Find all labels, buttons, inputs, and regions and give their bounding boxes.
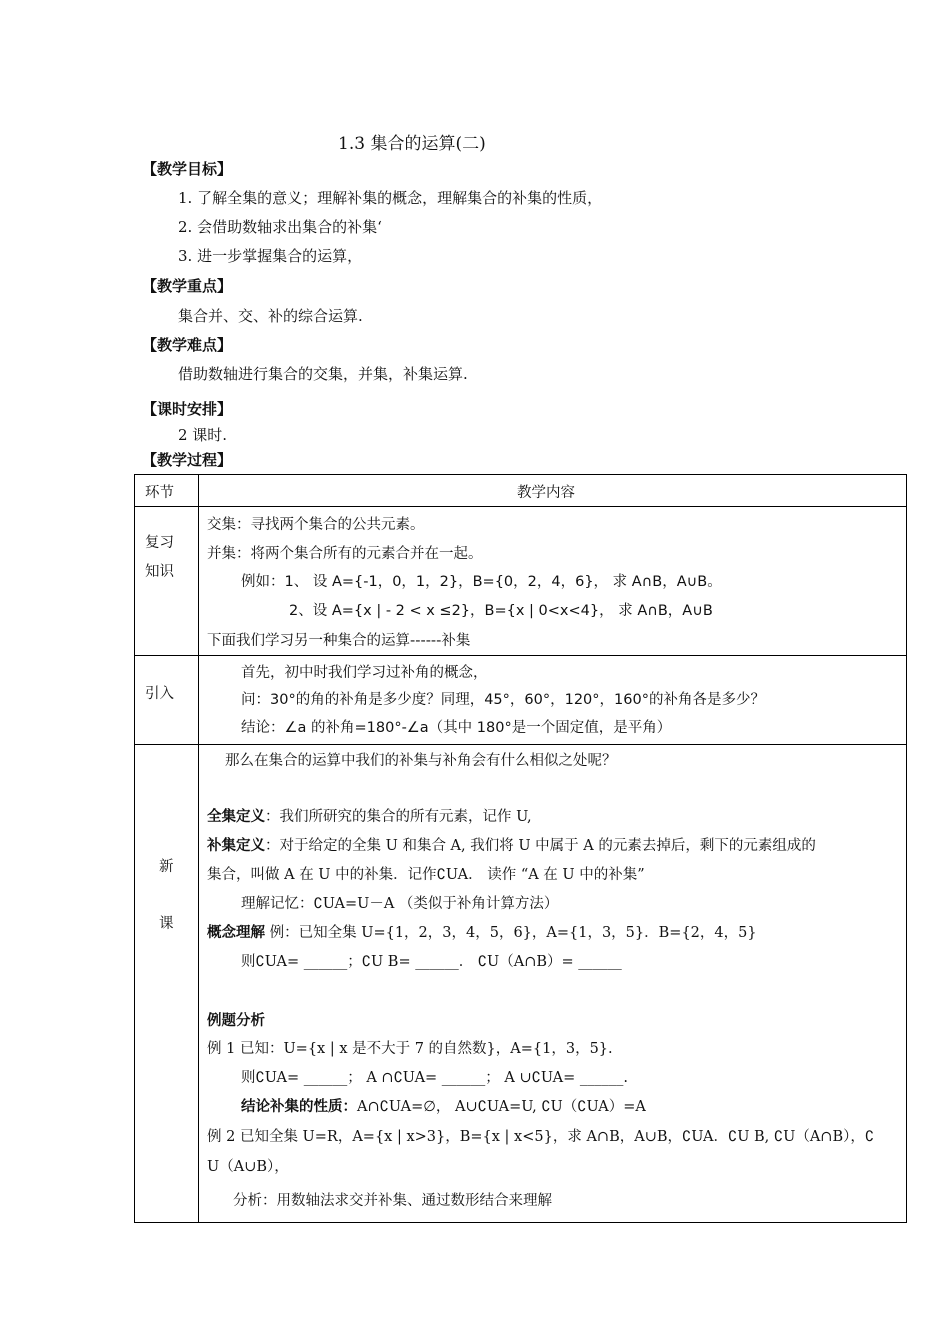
- review-label-1: 复习: [145, 535, 174, 551]
- schedule-header: 【课时安排】: [142, 400, 233, 418]
- property-line: [241, 1095, 646, 1116]
- example-1-ask: 则∁UA= ______； A ∩∁UA= ______； A ∪∁UA= ______.: [241, 1070, 628, 1086]
- intersection-line: [207, 513, 425, 534]
- universal-definition: [207, 805, 532, 826]
- review-label-cell: [135, 507, 199, 656]
- union-line: [207, 542, 483, 563]
- review-example-1: 例如：1、 设 A={-1，0，1，2}，B={0，2，4，6}， 求 A∩B，A∪B。: [241, 574, 722, 590]
- goal-item: 2. 会借助数轴求出集合的补集‘: [178, 218, 382, 236]
- new-lesson-content-cell: [199, 745, 907, 1223]
- difficulty-header: 【教学难点】: [142, 336, 233, 354]
- universal-label: 全集定义: [207, 809, 265, 825]
- complement-definition: [207, 834, 816, 855]
- key-text: 集合并、交、补的综合运算.: [178, 307, 363, 325]
- review-example-2: 2、设 A={x | - 2 < x ≤2}，B={x | 0<x<4}， 求 A∩B，A∪B: [289, 603, 713, 619]
- example-2-line-2: U（A∪B），: [207, 1159, 289, 1175]
- intersection-label: 交集：: [207, 517, 251, 533]
- example-1: 例 1 已知：U={x | x 是不大于 7 的自然数}，A={1，3，5}.: [207, 1041, 613, 1057]
- intro-line-2: 问：30°的角的补角是多少度？同理，45°，60°，120°，160°的补角各是多少？: [241, 692, 765, 708]
- universal-text: ：我们所研究的集合的所有元素，记作 U,: [265, 809, 532, 825]
- intro-line-1: 首先，初中时我们学习过补角的概念，: [241, 665, 488, 681]
- new-lesson-label-1: 新: [159, 859, 174, 875]
- property-text: A∩∁UA=∅， A∪∁UA=U, ∁U（∁UA）=A: [357, 1099, 646, 1115]
- goal-item: 3. 进一步掌握集合的运算，: [178, 247, 363, 265]
- memory-line: 理解记忆：∁UA=U－A （类似于补角计算方法）: [241, 896, 559, 912]
- concept-text: 例：已知全集 U={1，2，3，4，5，6}，A={1，3，5}．B={2，4，5}: [269, 925, 757, 941]
- complement-text-1: ：对于给定的全集 U 和集合 A, 我们将 U 中属于 A 的元素去掉后，剩下的元素组成的: [265, 838, 816, 854]
- complement-text-2: 集合，叫做 A 在 U 中的补集．记作∁UA． 读作 “A 在 U 中的补集”: [207, 867, 645, 883]
- teaching-process-table: [134, 474, 907, 1223]
- review-content-cell: [199, 507, 907, 656]
- intro-label-cell: [135, 656, 199, 745]
- intersection-text: 寻找两个集合的公共元素。: [250, 517, 425, 533]
- difficulty-text: 借助数轴进行集合的交集，并集，补集运算.: [178, 365, 468, 383]
- header-cell-stage: [135, 475, 199, 507]
- new-lesson-label-2: 课: [159, 916, 174, 932]
- new-lesson-question: 那么在集合的运算中我们的补集与补角会有什么相似之处呢？: [225, 753, 617, 769]
- intro-label: 引入: [145, 686, 174, 702]
- concept-ask: 则∁UA= ______；∁U B= ______． ∁U（A∩B）= ______: [241, 954, 622, 970]
- intro-line-3: 结论：∠a 的补角=180°-∠a（其中 180°是一个固定值，是平角）: [241, 720, 672, 736]
- schedule-text: 2 课时.: [178, 426, 228, 444]
- intro-content-cell: [199, 656, 907, 745]
- review-label-2: 知识: [145, 564, 174, 580]
- goal-item: 1. 了解全集的意义；理解补集的概念，理解集合的补集的性质，: [178, 189, 603, 207]
- example-analysis-label: 例题分析: [207, 1013, 265, 1029]
- new-lesson-label-cell: [135, 745, 199, 1223]
- page-title: 1.3 集合的运算(二): [338, 134, 486, 154]
- property-label: 结论补集的性质：: [241, 1099, 357, 1115]
- goals-header: 【教学目标】: [142, 160, 233, 178]
- concept-line: [207, 921, 757, 942]
- header-cell-content: [199, 475, 907, 507]
- review-next: 下面我们学习另一种集合的运算------补集: [207, 633, 471, 649]
- key-header: 【教学重点】: [142, 277, 233, 295]
- col2-header: 教学内容: [517, 485, 575, 501]
- union-label: 并集：: [207, 546, 251, 562]
- col1-header: 环节: [145, 485, 174, 501]
- analysis-line: 分析：用数轴法求交并补集、通过数形结合来理解: [233, 1193, 552, 1209]
- complement-label: 补集定义: [207, 838, 265, 854]
- example-2-line-1: 例 2 已知全集 U=R，A={x | x>3}，B={x | x<5}，求 A∩B，A∪B，∁UA．∁U B, ∁U（A∩B），∁: [207, 1129, 875, 1145]
- process-header: 【教学过程】: [142, 451, 233, 469]
- union-text: 将两个集合所有的元素合并在一起。: [250, 546, 483, 562]
- concept-label: 概念理解: [207, 925, 265, 941]
